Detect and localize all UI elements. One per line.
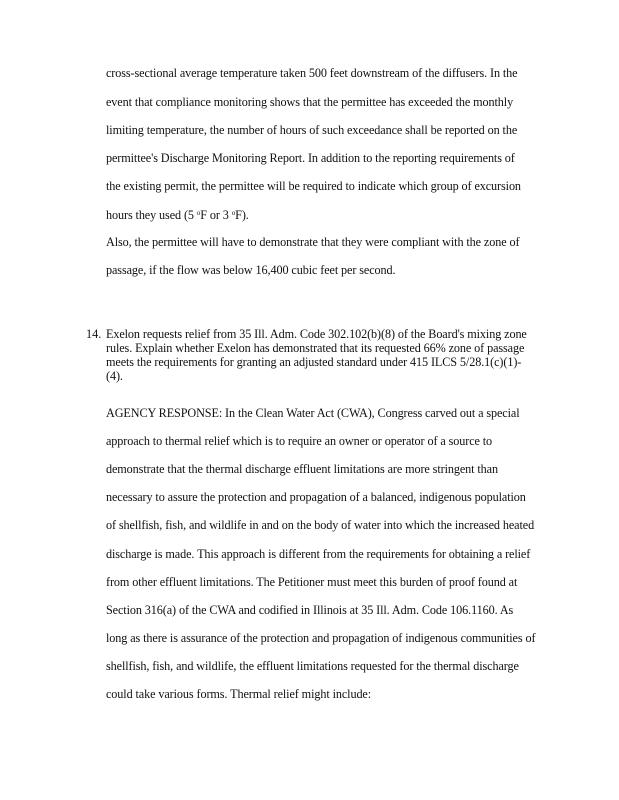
paragraph1-line-3: limiting temperature, the number of hours of such exceedance shall be reported on the bbox=[106, 123, 518, 137]
paragraph2-line-2: passage, if the flow was below 16,400 cubic feet per second. bbox=[106, 263, 396, 277]
response-line-4: necessary to assure the protection and propagation of a balanced, indigenous population bbox=[106, 490, 526, 504]
response-line-9: long as there is assurance of the protection and propagation of indigenous communities of bbox=[106, 631, 536, 645]
question-line-1: Exelon requests relief from 35 Ill. Adm. Code 302.102(b)(8) of the Board's mixing zone bbox=[106, 327, 527, 341]
degree-superscript-2: o bbox=[231, 209, 236, 217]
response-line-7: from other effluent limitations. The Petitioner must meet this burden of proof found at bbox=[106, 575, 518, 589]
excursion-text-suffix: F). bbox=[235, 208, 249, 222]
excursion-text-mid: F or 3 bbox=[200, 208, 232, 222]
response-line-1: AGENCY RESPONSE: In the Clean Water Act (CWA), Congress carved out a special bbox=[106, 406, 520, 420]
response-line-11: could take various forms. Thermal relief might include: bbox=[106, 687, 372, 701]
response-line-8: Section 316(a) of the CWA and codified in Illinois at 35 Ill. Adm. Code 106.1160. As bbox=[106, 603, 514, 617]
paragraph1-line-5: the existing permit, the permittee will be required to indicate which group of excursion bbox=[106, 179, 521, 193]
degree-superscript-1: o bbox=[196, 209, 201, 217]
excursion-text-prefix: hours they used (5 bbox=[106, 208, 197, 222]
response-line-6: discharge is made. This approach is different from the requirements for obtaining a relief bbox=[106, 547, 531, 561]
paragraph2-line-1: Also, the permittee will have to demonstrate that they were compliant with the zone of bbox=[106, 235, 520, 249]
paragraph1-line-1: cross-sectional average temperature taken 500 feet downstream of the diffusers. In the bbox=[106, 66, 518, 80]
question-line-4: (4). bbox=[106, 369, 123, 383]
question-line-3: meets the requirements for granting an adjusted standard under 415 ILCS 5/28.1(c)(1)- bbox=[106, 355, 522, 369]
response-line-2: approach to thermal relief which is to require an owner or operator of a source to bbox=[106, 434, 493, 448]
response-line-10: shellfish, fish, and wildlife, the effluent limitations requested for the thermal discharge bbox=[106, 659, 519, 673]
paragraph1-line-6 bbox=[106, 208, 249, 222]
paragraph1-line-4: permittee's Discharge Monitoring Report. In addition to the reporting requirements of bbox=[106, 151, 515, 165]
question-number: 14. bbox=[86, 327, 102, 341]
response-line-5: of shellfish, fish, and wildlife in and on the body of water into which the increased heated bbox=[106, 518, 535, 532]
response-line-3: demonstrate that the thermal discharge effluent limitations are more stringent than bbox=[106, 462, 498, 476]
question-line-2: rules. Explain whether Exelon has demonstrated that its requested 66% zone of passage bbox=[106, 341, 525, 355]
paragraph1-line-2: event that compliance monitoring shows that the permittee has exceeded the monthly bbox=[106, 95, 514, 109]
